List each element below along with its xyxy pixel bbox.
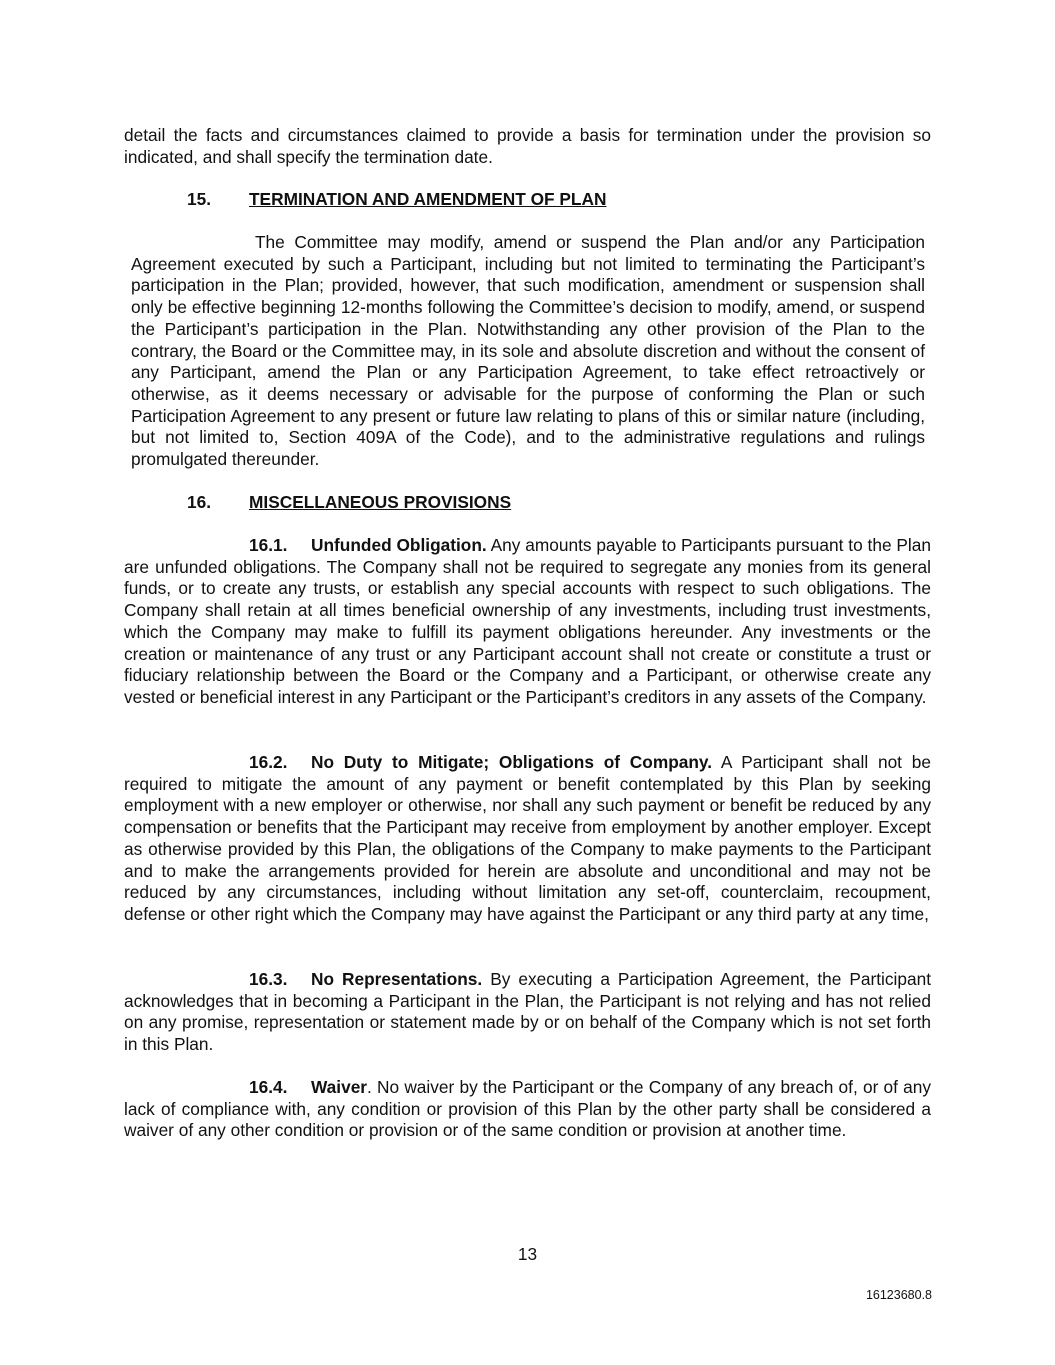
page-number: 13 bbox=[517, 1244, 538, 1264]
section-16-1-text: Any amounts payable to Participants pursuant to the Plan are unfunded obligations. The Company shall not be required to segregate any monies from its general funds, or to create any trusts, or establish any special accounts with respect to such obligations. The Company shall retain at all times beneficial ownership of any investments, including trust investments, which the Company may make to fulfill its payment obligations hereunder. Any investments or the creation or maintenance of any trust or any Participant account shall not create or constitute a trust or fiduciary relationship between the Board or the Company and a Participant, or otherwise create any vested or beneficial interest in any Participant or the Participant’s creditors in any assets of the Company. bbox=[124, 535, 931, 707]
section-16-4-title: Waiver bbox=[311, 1077, 368, 1097]
section-16-1-paragraph bbox=[124, 535, 931, 709]
section-15-body bbox=[131, 232, 925, 471]
section-16-1-number: 16.1. bbox=[249, 535, 288, 555]
section-15-heading bbox=[187, 189, 606, 211]
section-16-heading bbox=[187, 492, 511, 514]
section-15-title: TERMINATION AND AMENDMENT OF PLAN bbox=[249, 189, 607, 209]
section-16-2-title: No Duty to Mitigate; Obligations of Company. bbox=[311, 752, 713, 772]
section-16-4-paragraph bbox=[124, 1077, 931, 1142]
section-16-3-text: By executing a Participation Agreement, the Participant acknowledges that in becoming a Participant in the Plan, the Participant is not relying and has not relied on any promise, representation or statement made by or on behalf of the Company which is not set forth in this Plan. bbox=[124, 969, 931, 1055]
section-16-2-paragraph bbox=[124, 752, 931, 926]
section-15-text: The Committee may modify, amend or suspend the Plan and/or any Participation Agreement executed by such a Participant, including but not limited to terminating the Participant’s participation in the Plan; provided, however, that such modification, amendment or suspension shall only be effective beginning 12-months following the Committee’s decision to modify, amend, or suspend the Participant’s participation in the Plan. Notwithstanding any other provision of the Plan to the contrary, the Board or the Committee may, in its sole and absolute discretion and without the consent of any Participant, amend the Plan or any Participation Agreement, to take effect retroactively or otherwise, as it deems necessary or advisable for the purpose of conforming the Plan or such Participation Agreement to any present or future law relating to plans of this or similar nature (including, but not limited to, Section 409A of the Code), and to the administrative regulations and rulings promulgated thereunder. bbox=[131, 232, 925, 470]
continuation-paragraph: detail the facts and circumstances claimed to provide a basis for termination under the provision so indicated, and shall specify the termination date. bbox=[124, 125, 931, 167]
section-15-number: 15. bbox=[187, 189, 212, 209]
document-id: 16123680.8 bbox=[865, 1288, 932, 1302]
section-16-2-number: 16.2. bbox=[249, 752, 288, 772]
section-16-4-title-punct: . bbox=[367, 1077, 372, 1097]
section-16-4-text: No waiver by the Participant or the Company of any breach of, or of any lack of compliance with, any condition or provision of this Plan by the other party shall be considered a waiver of any other condition or provision or of the same condition or provision at another time. bbox=[124, 1077, 931, 1141]
section-16-3-title: No Representations. bbox=[311, 969, 483, 989]
section-16-1-title: Unfunded Obligation. bbox=[311, 535, 487, 555]
section-16-title: MISCELLANEOUS PROVISIONS bbox=[249, 492, 512, 512]
section-16-2-text: A Participant shall not be required to mitigate the amount of any payment or benefit contemplated by this Plan by seeking employment with a new employer or otherwise, nor shall any such payment or benefit be reduced by any compensation or benefits that the Participant may receive from employment by another employer. Except as otherwise provided by this Plan, the obligations of the Company to make payments to the Participant and to make the arrangements provided for herein are absolute and unconditional and may not be reduced by any circumstances, including without limitation any set-off, counterclaim, recoupment, defense or other right which the Company may have against the Participant or any third party at any time, bbox=[124, 752, 931, 924]
section-16-3-number: 16.3. bbox=[249, 969, 288, 989]
section-16-4-number: 16.4. bbox=[249, 1077, 288, 1097]
section-16-number: 16. bbox=[187, 492, 212, 512]
section-16-3-paragraph bbox=[124, 969, 931, 1056]
